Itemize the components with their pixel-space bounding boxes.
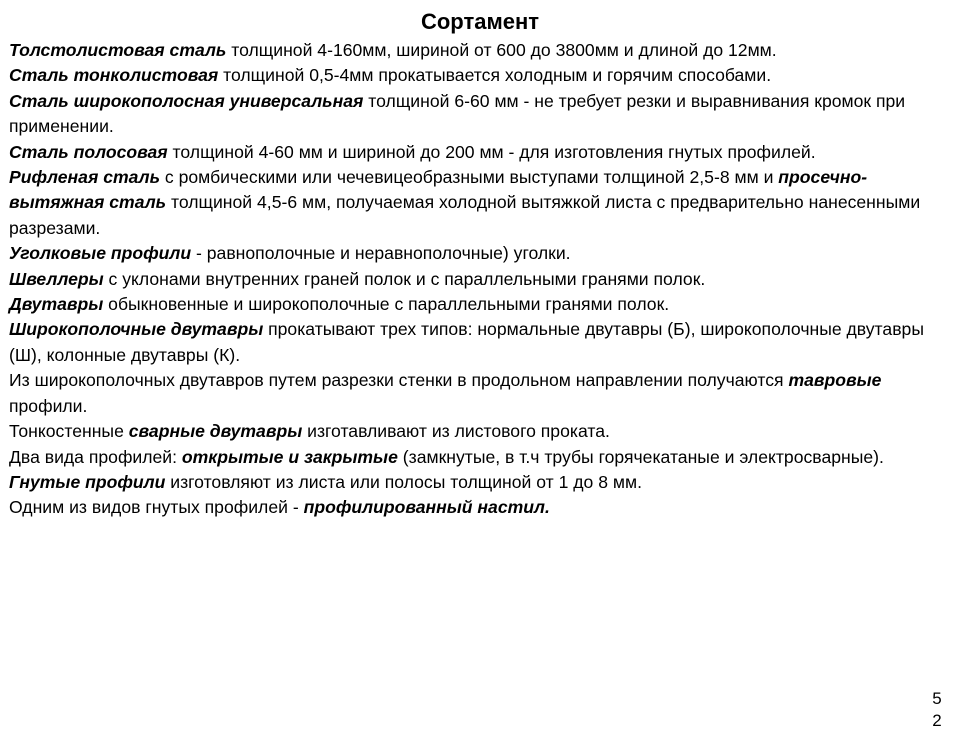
term: Сталь тонколистовая xyxy=(9,65,219,86)
text: толщиной 4-160мм, шириной от 600 до 3800мм и длиной до 12мм. xyxy=(226,40,777,60)
text: толщиной 4,5-6 мм, получаемая холодной вытяжкой листа с предварительно нанесенными разрезами. xyxy=(9,192,921,238)
term: Широкополочные двутавры xyxy=(9,319,264,340)
text: Из широкополочных двутавров путем разрезки стенки в продольном направлении получаются xyxy=(9,370,789,391)
term: Гнутые профили xyxy=(9,471,166,492)
text: толщиной 0,5-4мм прокатывается холодным и горячим способами. xyxy=(218,65,772,86)
text: (замкнутые, в т.ч трубы горячекатаные и электросварные). xyxy=(397,446,884,467)
text: прокатывают трех типов: нормальные двутавры (Б), широкополочные двутавры (Ш), колонные двутавры (К). xyxy=(9,319,924,365)
text: толщиной 4-60 мм и шириной до 200 мм - для изготовления гнутых профилей. xyxy=(167,141,816,162)
text: Тонкостенные xyxy=(9,421,129,442)
text: изготовляют из листа или полосы толщиной от 1 до 8 мм. xyxy=(165,471,642,492)
paragraph-tee-profiles xyxy=(9,368,954,419)
term: Толстолистовая сталь xyxy=(9,40,227,60)
paragraph-channels xyxy=(9,267,954,292)
paragraph-profile-types xyxy=(9,445,954,470)
term: Сталь полосовая xyxy=(9,141,168,162)
text: изготавливают из листового проката. xyxy=(302,421,610,442)
term: профилированный настил. xyxy=(303,497,550,518)
term: тавровые xyxy=(788,370,882,391)
paragraph-thick-sheet-steel xyxy=(9,38,954,63)
term: Сталь широкополосная универсальная xyxy=(9,90,364,111)
page-number: 5 2 xyxy=(932,689,942,730)
text: профили. xyxy=(9,395,88,416)
paragraph-angle-profiles xyxy=(9,241,954,266)
term: Рифленая сталь xyxy=(9,167,161,188)
term: Уголковые профили xyxy=(9,243,192,264)
paragraph-bent-profiles xyxy=(9,470,954,495)
paragraph-strip-steel xyxy=(9,140,954,165)
text: толщиной 6-60 мм - не требует резки и выравнивания кромок при применении. xyxy=(9,90,906,137)
paragraph-ribbed-steel xyxy=(9,165,954,241)
paragraph-welded-i-beams xyxy=(9,419,954,444)
text: - равнополочные и неравнополочные) уголки. xyxy=(191,243,571,264)
slide-title: Сортамент xyxy=(420,9,540,34)
paragraph-thin-sheet-steel xyxy=(9,63,954,88)
term: Швеллеры xyxy=(9,268,104,289)
paragraph-wide-flange-i-beams xyxy=(9,317,954,368)
term: открытые и закрытые xyxy=(181,446,398,467)
slide-body xyxy=(9,38,954,521)
text: Два вида профилей: xyxy=(9,446,182,467)
paragraph-profiled-decking xyxy=(9,495,954,520)
paragraph-i-beams xyxy=(9,292,954,317)
term: сварные двутавры xyxy=(128,421,303,442)
paragraph-wide-strip-steel xyxy=(9,89,954,140)
text: с ромбическими или чечевицеобразными выступами толщиной 2,5-8 мм и xyxy=(160,167,779,188)
term: просечно-вытяжная сталь xyxy=(9,167,868,213)
term: Двутавры xyxy=(9,294,104,315)
text: с уклонами внутренних граней полок и с параллельными гранями полок. xyxy=(103,268,706,289)
text: обыкновенные и широкополочные с параллельными гранями полок. xyxy=(103,294,670,315)
text: Одним из видов гнутых профилей - xyxy=(9,497,304,518)
